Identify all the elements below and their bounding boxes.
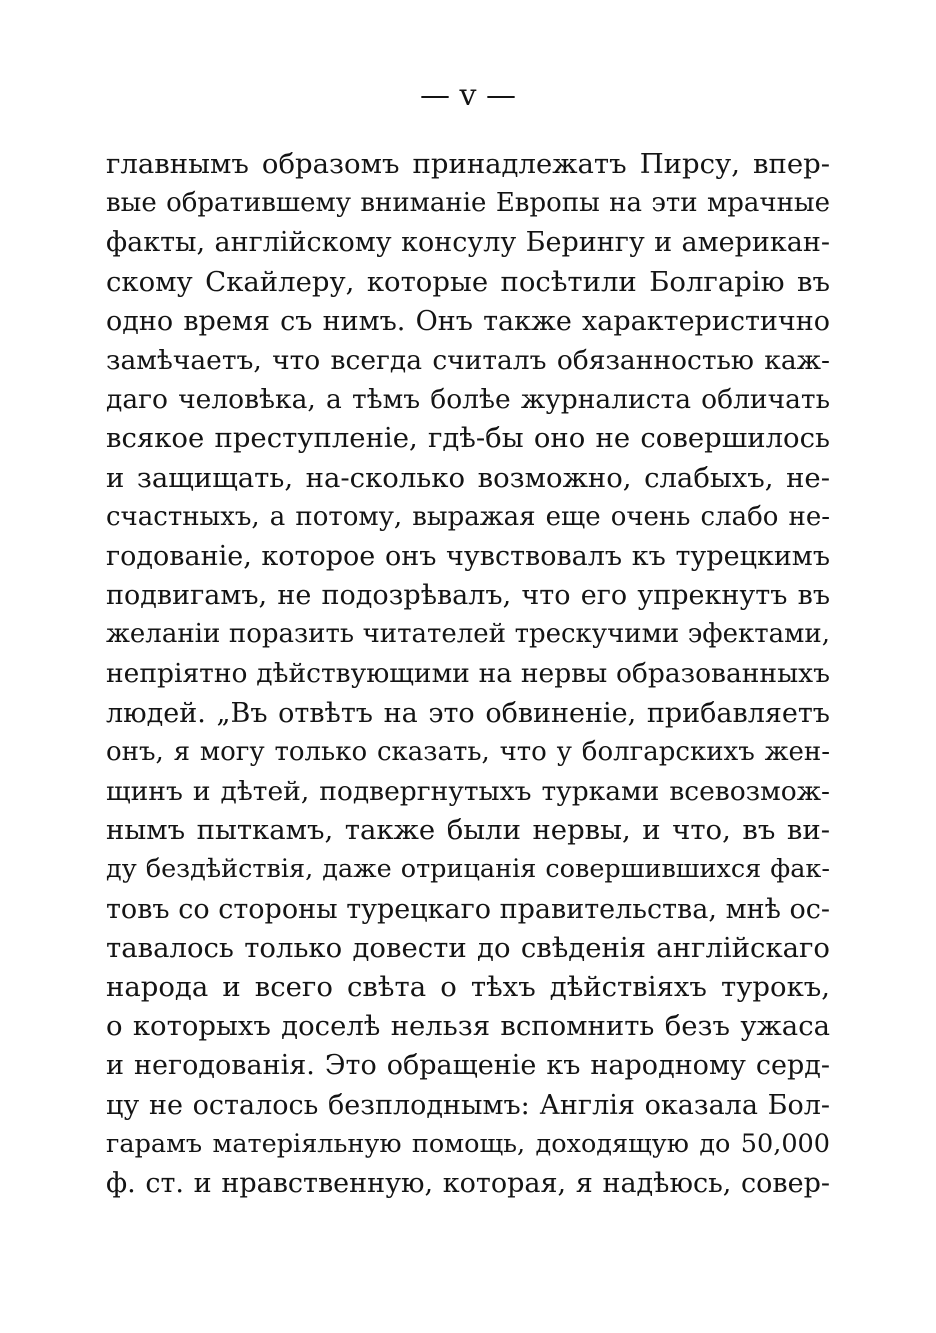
text-line: ду бездѣйствія, даже отрицанія совершившихся фак- — [106, 854, 830, 885]
text-line: людей. „Въ отвѣтъ на это обвиненіе, прибавляетъ — [106, 697, 830, 729]
text-line: подвигамъ, не подозрѣвалъ, что его упрекнутъ въ — [106, 580, 830, 612]
text-line: и негодованія. Это обращеніе къ народному серд- — [106, 1050, 830, 1082]
text-line: гарамъ матеріяльную помощь, доходящую до 50,000 — [106, 1128, 830, 1159]
text-line: и защищать, на-сколько возможно, слабыхъ, не- — [106, 461, 830, 494]
text-line: товъ со стороны турецкаго правительства, мнѣ ос- — [106, 893, 830, 925]
text-line: главнымъ образомъ принадлежатъ Пирсу, впер- — [106, 148, 830, 180]
text-line: факты, англійскому консулу Берингу и американ- — [106, 227, 830, 259]
text-line: даго человѣка, а тѣмъ болѣе журналиста обличать — [106, 384, 830, 416]
text-line: счастныхъ, а потому, выражая еще очень слабо не- — [106, 501, 830, 532]
text-line: непріятно дѣйствующими на нервы образованныхъ — [106, 658, 830, 690]
text-line: о которыхъ доселѣ нельзя вспомнить безъ ужаса — [106, 1010, 830, 1043]
text-line: скому Скайлеру, которые посѣтили Болгарію въ — [106, 265, 830, 298]
text-line: замѣчаетъ, что всегда считалъ обязанностью каж- — [106, 344, 830, 376]
text-line: вые обратившему вниманіе Европы на эти мрачные — [106, 188, 830, 219]
text-line: тавалось только довести до свѣденія англійскаго — [106, 931, 830, 964]
text-line: цу не осталось безплоднымъ: Англія оказала Бол- — [106, 1089, 830, 1121]
text-line: щинъ и дѣтей, подвергнутыхъ турками всевозмож- — [106, 776, 830, 807]
text-line: одно время съ нимъ. Онъ также характеристично — [106, 305, 830, 337]
text-line: онъ, я могу только сказать, что у болгарскихъ жен- — [106, 736, 830, 767]
text-line: всякое преступленіе, гдѣ-бы оно не совершилось — [106, 422, 830, 455]
text-line: нымъ пыткамъ, также были нервы, и что, въ ви- — [106, 814, 830, 847]
text-line: желаніи поразить читателей трескучими эфектами, — [106, 619, 830, 650]
page-number: — v — — [419, 78, 517, 113]
body-text — [106, 145, 830, 1203]
text-line: народа и всего свѣта о тѣхъ дѣйствіяхъ турокъ, — [106, 970, 830, 1003]
text-line: годованіе, которое онъ чувствовалъ къ турецкимъ — [106, 540, 830, 572]
text-line: ф. ст. и нравственную, которая, я надѣюсь, совер- — [106, 1167, 830, 1199]
